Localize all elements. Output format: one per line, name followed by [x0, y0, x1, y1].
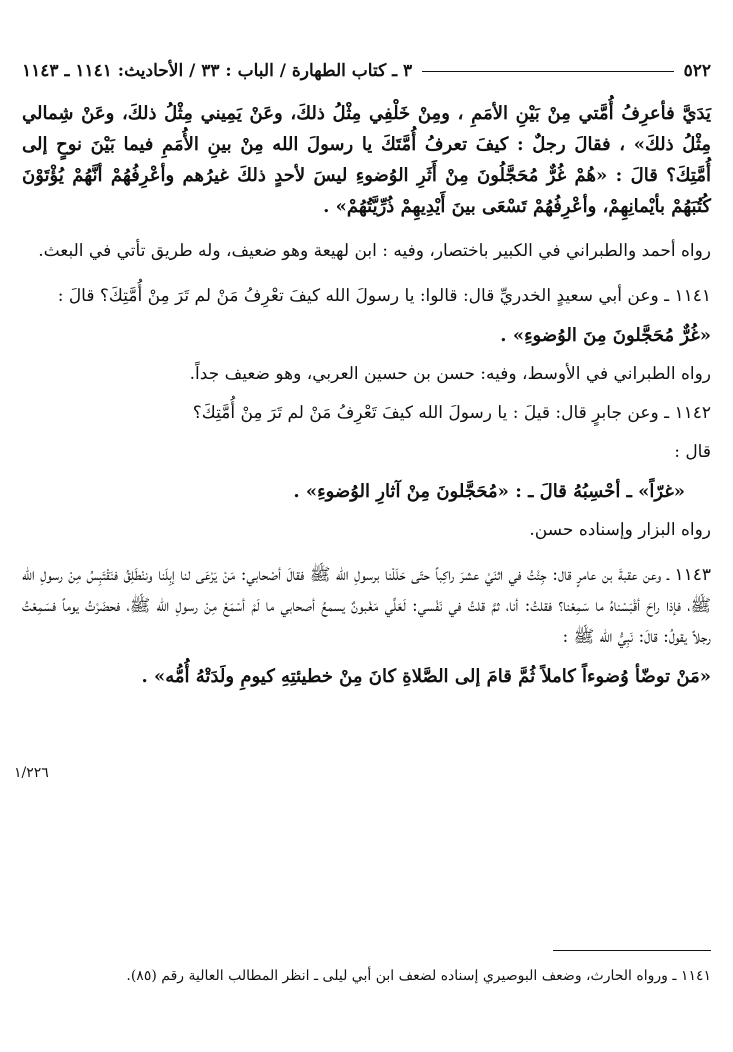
- main-text: [22, 98, 711, 692]
- hadith-1141: ١١٤١ ـ وعن أبي سعيدٍ الخدريِّ قال: قالوا: يا رسولَ الله كيفَ تعْرِفُ مَنْ لم تَرَ مِنْ أُمَّتِكَ؟ قالَ :: [57, 286, 711, 306]
- page-header: [22, 58, 711, 84]
- narration-note: رواه الطبراني في الأوسط، وفيه: حسن بن حسين العربي، وهو ضعيف جداً.: [189, 364, 711, 384]
- narration-note: رواه أحمد والطبراني في الكبير باختصار، وفيه : ابن لهيعة وهو ضعيف، وله طريق تأتي في البعث.: [38, 241, 711, 261]
- hadith-1142-quote: «غرّاً» ـ أحْسِبُهُ قالَ ـ : «مُحَجَّلونَ مِنْ آثارِ الوُضوءِ» .: [293, 481, 685, 502]
- hadith-1142-said: قال :: [674, 442, 711, 462]
- hadith-1143: ١١٤٣ ـ وعن عقبةَ بن عامرٍ قال: جِئْتُ في اثنَيْ عشرَ راكِباً حتّى حَلَلْنا برسولِ الله ﷺ فقالَ أصْحابي: مَنْ يَرْعَى لنا إبِلَنا وننْطَلِقُ فنَقْتَبِسُ مِنْ رسولِ الله ﷺ، فإذا راحَ أقْبَسْناهُ ما سَمِعْنا؟ فقلتُ: أنا، ثمَّ قلتُ في نَفْسي: لَعَلِّي مَغْبونٌ يسمعُ أصحابي ما لَمْ أسْمَعْ مِنْ رسولِ الله ﷺ، فحضَرْتُ يوماً فسَمِعْتُ رجلاً يقولُ: قالَ: نَبِيُّ الله ﷺ :: [22, 565, 711, 647]
- hadith-1141-quote: «غُرٌّ مُحَجَّلونَ مِنَ الوُضوءِ» .: [500, 325, 711, 346]
- footnote-rule: [553, 950, 711, 951]
- hadith-continuation: يَدَيَّ فأعرِفُ أُمَّتي مِنْ بَيْنِ الأمَمِ ، ومِنْ خَلْفِي مِثْلُ ذلكَ، وعَنْ يَمِيني مِثْلُ ذلكَ، وعَنْ شِمالي مِثْلُ ذلكَ» ، فقالَ رجلٌ : كيفَ تعرفُ أُمَّتَكَ يا رسولَ الله مِنْ بينِ الأُمَمِ فيما بَيْنَ نوحٍ إلى أُمَّتِكَ؟ قالَ : «هُمْ غُرٌّ مُحَجَّلُونَ مِنْ أَثَرِ الوُضوءِ ليسَ لأحدٍ ذلكَ غيرُهم وأعْرِفُهُمْ أنَّهُمْ يُؤْتَوْنَ كُتُبَهُمْ بأيْمانِهِمْ، وأعْرِفُهُمْ تَسْعَى بينَ أَيْدِيهِمْ ذُرِّيَّتُهُمْ» .: [22, 103, 712, 217]
- hadith-1143-quote: «مَنْ توضّأ وُضوءاً كاملاً ثُمَّ قامَ إلى الصَّلاةِ كانَ مِنْ خطيئتِهِ كيومِ ولَدَتْهُ أُمُّه» .: [141, 666, 711, 687]
- hadith-1142: ١١٤٢ ـ وعن جابرٍ قال: قيلَ : يا رسولَ الله كيفَ تَعْرِفُ مَنْ لم تَرَ مِنْ أُمَّتِكَ؟: [192, 403, 711, 423]
- narration-note: رواه البزار وإسناده حسن.: [529, 520, 711, 540]
- margin-reference: ١/٢٢٦: [14, 765, 49, 781]
- running-title: ٣ ـ كتاب الطهارة / الباب : ٣٣ / الأحاديث: ١١٤١ ـ ١١٤٣: [22, 61, 413, 81]
- page-number: ٥٢٢: [683, 61, 711, 81]
- header-rule: [422, 71, 673, 72]
- footnote: ١١٤١ ـ ورواه الحارث، وضعف البوصيري إسناده لضعف ابن أبي ليلى ـ انظر المطالب العالية رقم (٨٥).: [126, 968, 711, 984]
